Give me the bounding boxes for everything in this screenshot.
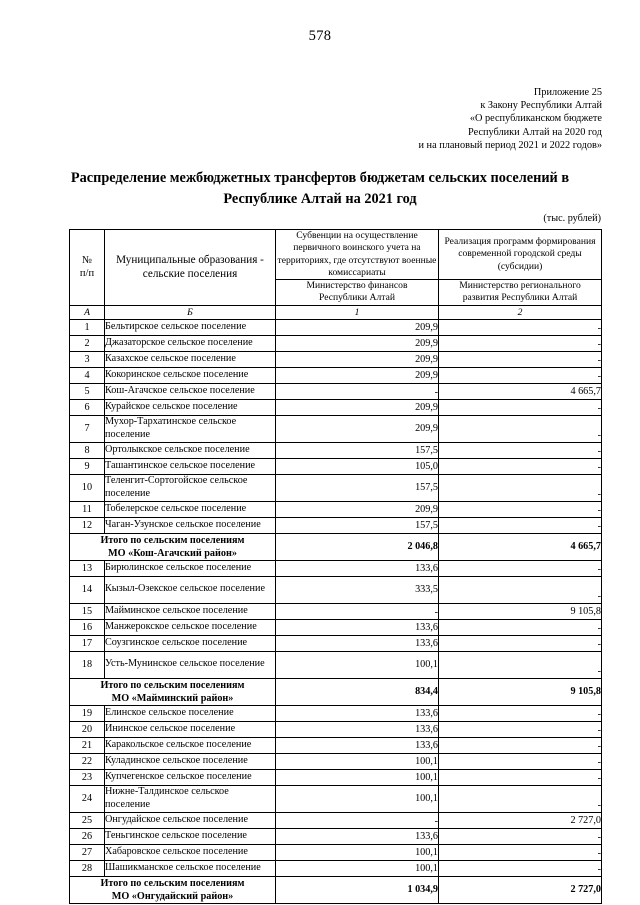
table-row	[70, 319, 602, 335]
appendix-line-4: Республики Алтай на 2020 год	[468, 126, 602, 138]
total-label-line-2: МО «Кош-Агачский район»	[108, 547, 237, 559]
table-row	[70, 603, 602, 619]
row-number: 1	[70, 319, 105, 335]
appendix-line-3: «О республиканском бюджете	[469, 113, 602, 125]
total-label	[70, 533, 276, 560]
value-urban-program: -	[439, 635, 602, 651]
row-number: 7	[70, 415, 105, 442]
row-number: 21	[70, 737, 105, 753]
settlement-name: Курайское сельское поселение	[105, 399, 276, 415]
value-urban-program: -	[439, 844, 602, 860]
table-row	[70, 474, 602, 501]
settlement-name: Соузгинское сельское поселение	[105, 635, 276, 651]
value-subventions: 209,9	[276, 319, 439, 335]
appendix-line-2: к Закону Республики Алтай	[480, 100, 602, 112]
page-title	[50, 168, 590, 210]
value-urban-program: -	[439, 319, 602, 335]
row-number: 28	[70, 860, 105, 876]
settlement-name: Хабаровское сельское поселение	[105, 844, 276, 860]
header-municipalities-line-1: Муниципальные образования -	[116, 254, 264, 267]
value-urban-program: -	[439, 501, 602, 517]
transfers-table	[69, 229, 602, 904]
header-row-number-line-2: п/п	[79, 268, 95, 280]
settlement-name: Теньгинское сельское поселение	[105, 828, 276, 844]
settlement-name: Ташантинское сельское поселение	[105, 458, 276, 474]
value-urban-program: -	[439, 721, 602, 737]
settlement-name: Бирюлинское сельское поселение	[105, 560, 276, 576]
value-subventions: 133,6	[276, 705, 439, 721]
appendix-line-1: Приложение 25	[533, 87, 602, 98]
value-subventions: 333,5	[276, 576, 439, 603]
appendix-reference-block	[272, 86, 602, 152]
row-number: 4	[70, 367, 105, 383]
table-row	[70, 705, 602, 721]
value-urban-program: -	[439, 458, 602, 474]
row-number: 12	[70, 517, 105, 533]
row-number: 24	[70, 785, 105, 812]
settlement-name: Джазаторское сельское поселение	[105, 335, 276, 351]
value-urban-program: -	[439, 351, 602, 367]
settlement-name: Купчегенское сельское поселение	[105, 769, 276, 785]
value-urban-program: 2 727,0	[439, 812, 602, 828]
table-row	[70, 812, 602, 828]
table-row	[70, 442, 602, 458]
table-total-row	[70, 876, 602, 903]
header-subventions-military: Субвенции на осуществление первичного воинского учета на территориях, где отсутствуют военные комиссариаты	[276, 230, 439, 280]
row-number: 19	[70, 705, 105, 721]
settlement-name: Онгудайское сельское поселение	[105, 812, 276, 828]
table-row	[70, 335, 602, 351]
value-subventions: 157,5	[276, 474, 439, 501]
value-urban-program: -	[439, 576, 602, 603]
table-row	[70, 415, 602, 442]
value-urban-program: -	[439, 560, 602, 576]
value-subventions: 133,6	[276, 635, 439, 651]
table-total-row	[70, 678, 602, 705]
row-number: 13	[70, 560, 105, 576]
settlement-name: Бельтирское сельское поселение	[105, 319, 276, 335]
total-value-urban-program: 2 727,0	[439, 876, 602, 903]
table-row	[70, 737, 602, 753]
table-row	[70, 785, 602, 812]
header-ministry-regional-development	[439, 280, 602, 306]
value-subventions: 209,9	[276, 335, 439, 351]
value-urban-program: -	[439, 619, 602, 635]
table-row	[70, 351, 602, 367]
header-municipalities-line-2: сельские поселения	[142, 268, 238, 281]
total-label-line-1: Итого по сельским поселениям	[100, 877, 245, 889]
column-letter-b: Б	[105, 305, 276, 319]
total-value-urban-program: 4 665,7	[439, 533, 602, 560]
value-subventions: 157,5	[276, 517, 439, 533]
table-row	[70, 860, 602, 876]
value-urban-program: -	[439, 442, 602, 458]
header-ministry-finance-line-1: Министерство финансов	[306, 280, 408, 292]
value-urban-program: -	[439, 785, 602, 812]
header-row-number-line-1: №	[81, 255, 93, 267]
value-subventions: -	[276, 383, 439, 399]
column-letter-2: 2	[439, 305, 602, 319]
value-subventions: 100,1	[276, 753, 439, 769]
total-value-subventions: 2 046,8	[276, 533, 439, 560]
value-urban-program: -	[439, 399, 602, 415]
row-number: 15	[70, 603, 105, 619]
value-subventions: 157,5	[276, 442, 439, 458]
total-label-line-2: МО «Онгудайский район»	[111, 890, 234, 902]
total-label-line-2: МО «Майминский район»	[111, 692, 234, 704]
table-row	[70, 828, 602, 844]
value-subventions: 209,9	[276, 351, 439, 367]
appendix-line-5: и на плановый период 2021 и 2022 годов»	[418, 139, 602, 151]
table-row	[70, 367, 602, 383]
table-row	[70, 458, 602, 474]
header-ministry-regional-development-line-1: Министерство регионального	[459, 280, 581, 292]
total-value-subventions: 1 034,9	[276, 876, 439, 903]
value-urban-program: -	[439, 517, 602, 533]
total-value-subventions: 834,4	[276, 678, 439, 705]
header-row-number	[70, 230, 105, 306]
value-urban-program: -	[439, 335, 602, 351]
settlement-name: Кокоринское сельское поселение	[105, 367, 276, 383]
value-subventions: -	[276, 603, 439, 619]
value-subventions: 100,1	[276, 769, 439, 785]
value-subventions: 100,1	[276, 844, 439, 860]
table-row	[70, 721, 602, 737]
row-number: 6	[70, 399, 105, 415]
settlement-name: Кош-Агачское сельское поселение	[105, 383, 276, 399]
value-urban-program: 4 665,7	[439, 383, 602, 399]
row-number: 23	[70, 769, 105, 785]
value-subventions: 133,6	[276, 721, 439, 737]
table-row	[70, 635, 602, 651]
row-number: 14	[70, 576, 105, 603]
value-subventions: 105,0	[276, 458, 439, 474]
row-number: 27	[70, 844, 105, 860]
value-urban-program: -	[439, 737, 602, 753]
table-row	[70, 383, 602, 399]
table-row	[70, 651, 602, 678]
settlement-name: Нижне-Талдинское сельское поселение	[105, 785, 276, 812]
total-value-urban-program: 9 105,8	[439, 678, 602, 705]
settlement-name: Майминское сельское поселение	[105, 603, 276, 619]
row-number: 9	[70, 458, 105, 474]
table-row	[70, 399, 602, 415]
page-number: 578	[308, 28, 332, 44]
table-row	[70, 501, 602, 517]
settlement-name: Елинское сельское поселение	[105, 705, 276, 721]
value-urban-program: -	[439, 474, 602, 501]
value-subventions: 209,9	[276, 367, 439, 383]
total-label	[70, 876, 276, 903]
table-row	[70, 844, 602, 860]
row-number: 26	[70, 828, 105, 844]
transfers-table-wrapper	[69, 229, 601, 904]
row-number: 10	[70, 474, 105, 501]
table-row	[70, 619, 602, 635]
value-subventions: 209,9	[276, 501, 439, 517]
settlement-name: Казахское сельское поселение	[105, 351, 276, 367]
header-ministry-finance-line-2: Республики Алтай	[319, 292, 395, 304]
value-urban-program: -	[439, 769, 602, 785]
table-header-row-main	[70, 230, 602, 280]
value-urban-program: -	[439, 705, 602, 721]
value-urban-program: -	[439, 753, 602, 769]
table-row	[70, 576, 602, 603]
value-subventions: 133,6	[276, 737, 439, 753]
settlement-name: Мухор-Тархатинское сельское поселение	[105, 415, 276, 442]
page-title-line-2: в Республике Алтай на 2021 год	[223, 170, 570, 207]
value-subventions: 100,1	[276, 651, 439, 678]
table-body	[70, 319, 602, 903]
total-label-line-1: Итого по сельским поселениям	[100, 534, 245, 546]
settlement-name: Теленгит-Сортогойское сельское поселение	[105, 474, 276, 501]
header-ministry-regional-development-line-2: развития Республики Алтай	[462, 292, 578, 304]
row-number: 17	[70, 635, 105, 651]
value-urban-program: -	[439, 828, 602, 844]
table-row	[70, 753, 602, 769]
settlement-name: Усть-Мунинское сельское поселение	[105, 651, 276, 678]
settlement-name: Шашикманское сельское поселение	[105, 860, 276, 876]
table-row	[70, 517, 602, 533]
value-subventions: -	[276, 812, 439, 828]
row-number: 8	[70, 442, 105, 458]
table-row	[70, 560, 602, 576]
header-municipalities	[105, 230, 276, 306]
table-column-letters-row	[70, 305, 602, 319]
settlement-name: Куладинское сельское поселение	[105, 753, 276, 769]
value-urban-program: -	[439, 415, 602, 442]
column-letter-1: 1	[276, 305, 439, 319]
value-subventions: 209,9	[276, 399, 439, 415]
row-number: 5	[70, 383, 105, 399]
total-label	[70, 678, 276, 705]
value-urban-program: 9 105,8	[439, 603, 602, 619]
header-ministry-finance	[276, 280, 439, 306]
row-number: 2	[70, 335, 105, 351]
settlement-name: Манжерокское сельское поселение	[105, 619, 276, 635]
units-note: (тыс. рублей)	[543, 213, 601, 224]
settlement-name: Тобелерское сельское поселение	[105, 501, 276, 517]
row-number: 16	[70, 619, 105, 635]
value-subventions: 100,1	[276, 785, 439, 812]
value-urban-program: -	[439, 367, 602, 383]
row-number: 11	[70, 501, 105, 517]
settlement-name: Каракольское сельское поселение	[105, 737, 276, 753]
table-head	[70, 230, 602, 320]
row-number: 20	[70, 721, 105, 737]
settlement-name: Ининское сельское поселение	[105, 721, 276, 737]
total-label-line-1: Итого по сельским поселениям	[100, 679, 245, 691]
row-number: 22	[70, 753, 105, 769]
value-urban-program: -	[439, 860, 602, 876]
column-letter-a: А	[70, 305, 105, 319]
value-subventions: 133,6	[276, 560, 439, 576]
table-row	[70, 769, 602, 785]
value-subventions: 133,6	[276, 619, 439, 635]
table-total-row	[70, 533, 602, 560]
settlement-name: Чаган-Узунское сельское поселение	[105, 517, 276, 533]
value-subventions: 209,9	[276, 415, 439, 442]
row-number: 3	[70, 351, 105, 367]
page-title-line-1: Распределение межбюджетных трансфертов бюджетам сельских поселений	[70, 170, 558, 186]
value-subventions: 133,6	[276, 828, 439, 844]
settlement-name: Кызыл-Озекское сельское поселение	[105, 576, 276, 603]
row-number: 18	[70, 651, 105, 678]
row-number: 25	[70, 812, 105, 828]
value-subventions: 100,1	[276, 860, 439, 876]
value-urban-program: -	[439, 651, 602, 678]
header-urban-environment-program: Реализация программ формирования современной городской среды (субсидии)	[439, 230, 602, 280]
settlement-name: Ортолыкское сельское поселение	[105, 442, 276, 458]
